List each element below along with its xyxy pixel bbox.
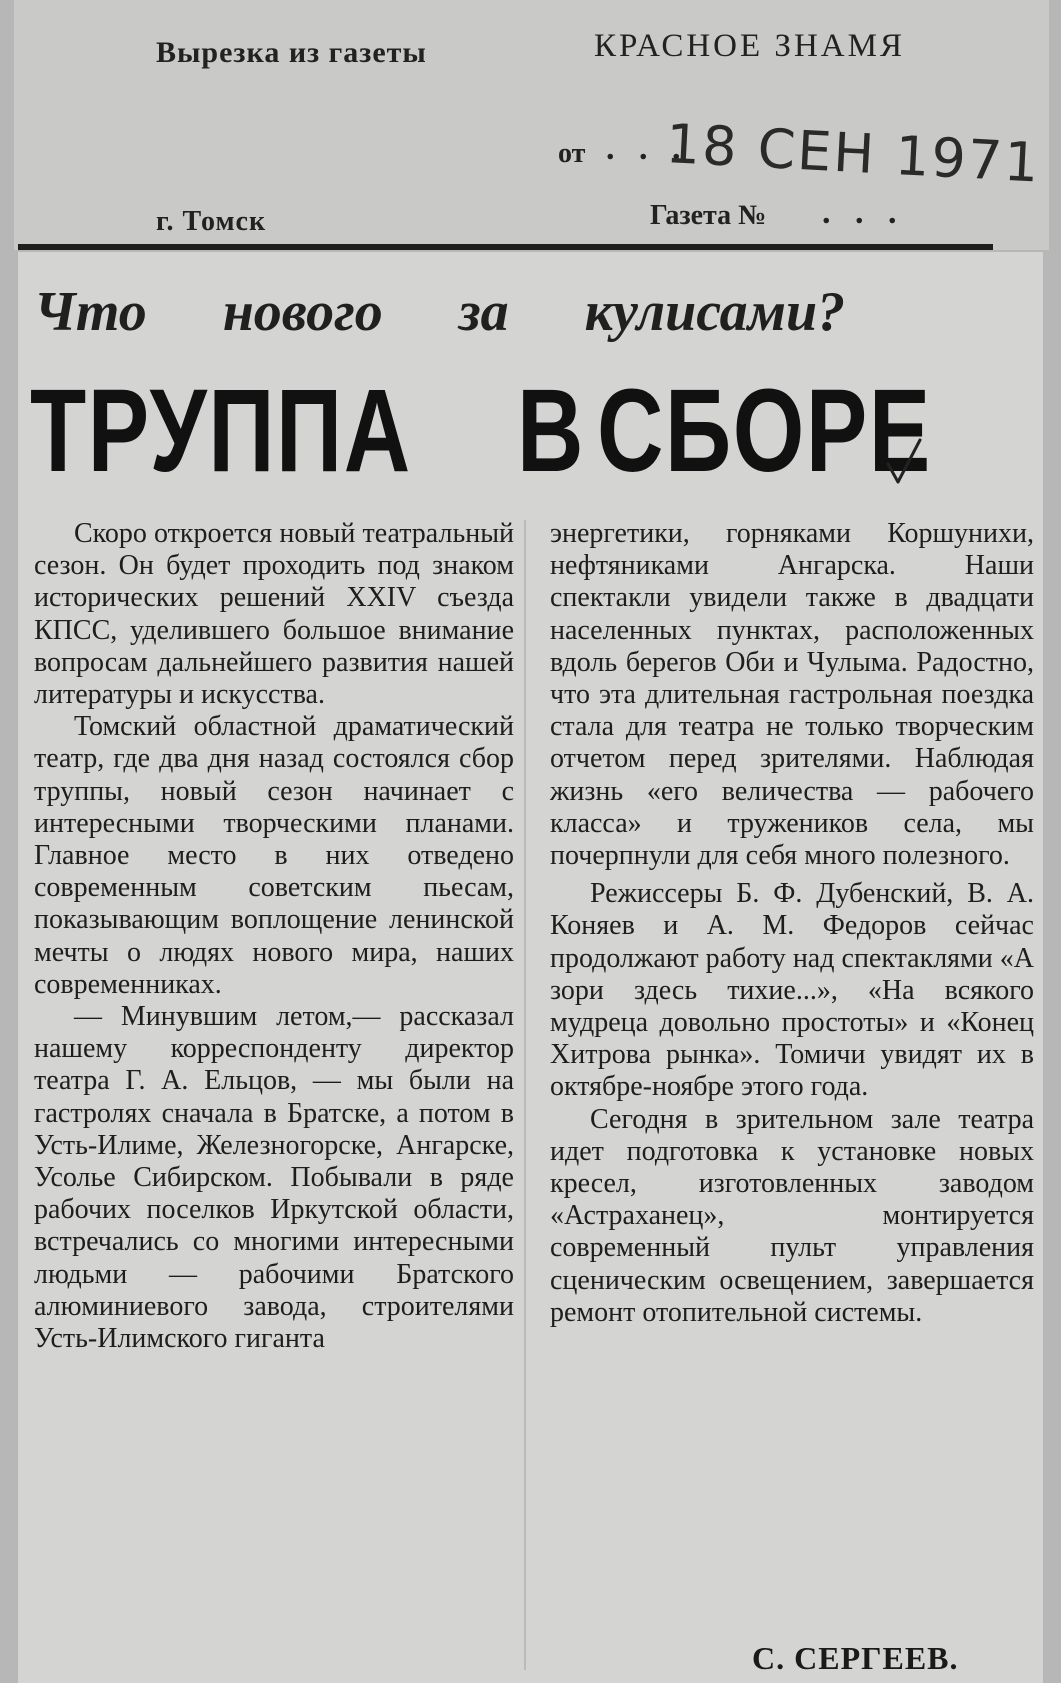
date-handwritten: 18 СЕН 1971 <box>664 112 1043 195</box>
article-author: С. СЕРГЕЕВ. <box>752 1640 959 1676</box>
column-divider <box>524 520 526 1670</box>
kicker-word: за <box>458 281 509 343</box>
paragraph: Сегодня в зрительном зале театра идет подготовка к установке новых кресел, изготовленных заводом «Астраханец», монтируется современный пульт управления сценическим освещением, завершается ремонт отопительной системы. <box>550 1103 1034 1328</box>
date-label: от <box>558 138 586 169</box>
header-rule <box>18 244 993 250</box>
issue-label: Газета № <box>650 200 767 231</box>
article-column-right <box>550 518 1034 1329</box>
kicker-word: Что <box>34 281 147 343</box>
issue-dots: . . . <box>822 194 905 231</box>
paragraph: Томский областной драматический театр, где два дня назад состоялся сбор труппы, новый сезон начинает с интересными творческими планами. Главное место в них отведено современным советским пьесам, показывающим воплощение ленинской мечты о людях нового мира, наших современниках. <box>34 711 514 1000</box>
kicker-word: нового <box>222 281 383 343</box>
paragraph: Скоро откроется новый театральный сезон. Он будет проходить под знаком исторических решений XXIV съезда КПСС, уделившего большое внимание вопросам дальнейшего развития нашей литературы и искусства. <box>34 518 514 711</box>
city-label: г. Томск <box>156 206 267 237</box>
check-mark-icon <box>884 438 924 488</box>
article-column-left <box>34 518 514 1355</box>
paragraph: — Минувшим летом,— рассказал нашему корреспонденту директор театра Г. А. Ельцов, — мы были на гастролях сначала в Братске, а потом в Усть-Илиме, Железногорске, Ангарске, Усолье Сибирском. Побывали в ряде рабочих поселков Иркутской области, встречались со многими интересными людьми — рабочими Братского алюминиевого завода, строителями Усть-Илимского гиганта <box>34 1001 514 1355</box>
kicker-word: кулисами? <box>584 281 846 343</box>
headline-word: СБОРЕ <box>596 365 932 497</box>
newspaper-name: КРАСНОЕ ЗНАМЯ <box>594 28 905 64</box>
headline-word: В <box>517 365 586 497</box>
article-kicker <box>34 280 845 344</box>
date-dots: . . . <box>606 130 689 167</box>
headline-word: ТРУППА <box>30 365 412 497</box>
paragraph: Режиссеры Б. Ф. Дубенский, В. А. Коняев и А. М. Федоров сейчас продолжают работу над спектаклями «А зори здесь тихие...», «На всякого мудреца довольно простоты» и «Конец Хитрова рынка». Томичи увидят их в октябре-ноябре этого года. <box>550 878 1034 1103</box>
clipping-label: Вырезка из газеты <box>156 36 427 69</box>
paragraph: энергетики, горняками Коршунихи, нефтяниками Ангарска. Наши спектакли увидели также в двадцати населенных пунктах, расположенных вдоль берегов Оби и Чулыма. Радостно, что эта длительная гастрольная поездка стала для театра не только творческим отчетом перед зрителями. Наблюдая жизнь «его величества — рабочего класса» и тружеников села, мы почерпнули для себя много полезного. <box>550 518 1034 872</box>
